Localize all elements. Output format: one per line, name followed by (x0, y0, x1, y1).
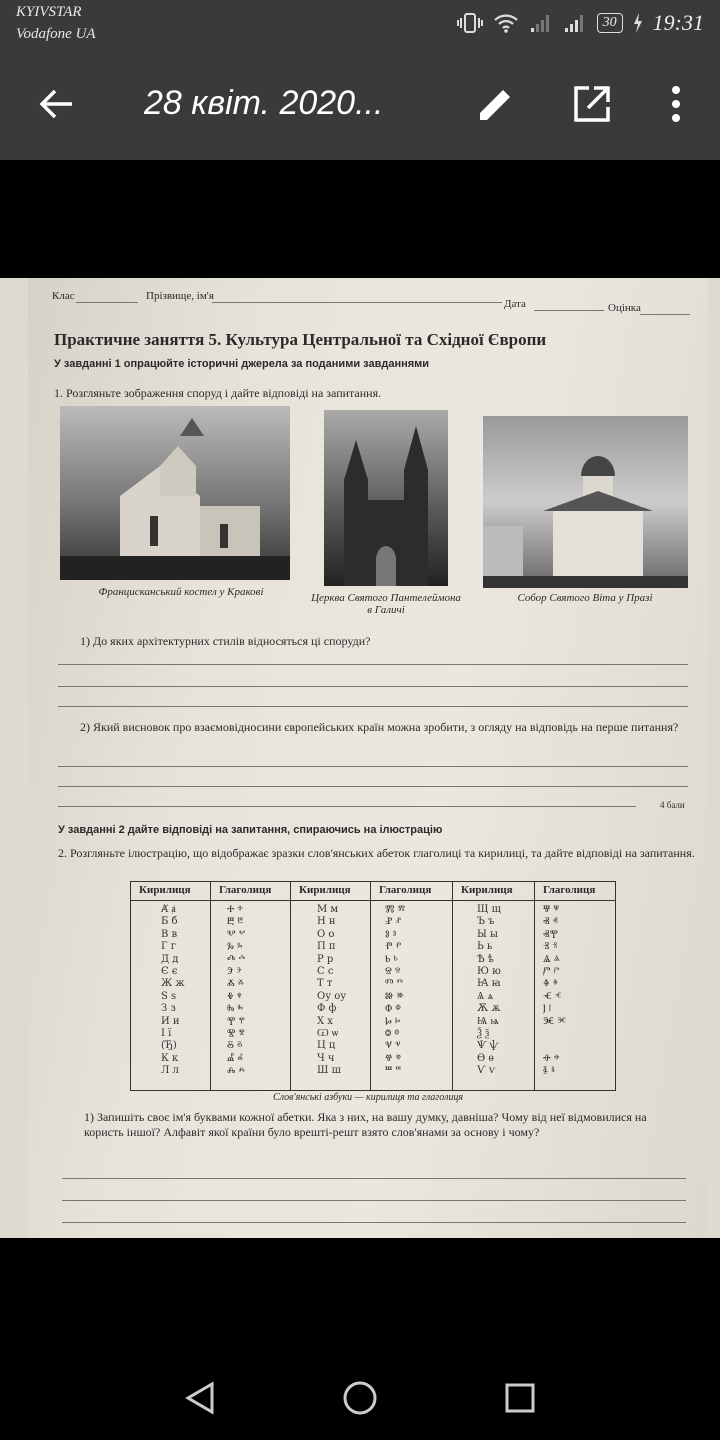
charging-icon (633, 13, 643, 33)
table-col (291, 882, 371, 1090)
table-header: Кирилиця (461, 884, 513, 896)
church-photo-1 (60, 406, 290, 580)
caption-1: Францисканський костел у Кракові (98, 586, 264, 598)
caption-2: Церква Святого Пантелеймона в Галичі (311, 592, 461, 616)
table-header: Глаголиця (379, 884, 432, 896)
table-header: Глаголиця (543, 884, 596, 896)
table-col (453, 882, 535, 1090)
cyrillic-letters: Ⱥ ⱥ Б б В в Г г Д д Є є Ж ж Ѕ ѕ З з И и І ї (Ђ) К к Л л (161, 904, 185, 1077)
signal-2-icon (563, 12, 587, 34)
worksheet-title: Практичне заняття 5. Культура Центральної та Східної Європи (54, 330, 547, 349)
open-in-button[interactable] (564, 76, 620, 132)
table-header: Кирилиця (299, 884, 351, 896)
navigation-bar (0, 1352, 720, 1440)
class-line (76, 302, 138, 303)
question-1: 1) До яких архітектурних стилів відносяться ці споруди? (80, 634, 371, 648)
glagolitic-letters: Ⰰ ⰰ Ⰱ ⰱ Ⰲ ⰲ Ⰳ ⰳ Ⰴ ⰴ Ⰵ ⰵ Ⰶ ⰶ Ⰷ ⰷ Ⰸ ⰸ Ⰹ ⰹ Ⰺ ⰺ Ⰻ ⰻ Ⰼ ⰼ Ⰾ ⰾ (227, 904, 246, 1077)
header-divider (131, 900, 615, 901)
worksheet-page (28, 278, 708, 1238)
church-photo-3 (483, 416, 688, 588)
task1-intro: У завданні 1 опрацюйте історичні джерела за поданими завданнями (54, 358, 430, 370)
answer-line (58, 766, 688, 767)
table-header: Кирилиця (139, 884, 191, 896)
edit-button[interactable] (468, 76, 524, 132)
answer-line (58, 686, 688, 687)
answer-line (58, 664, 688, 665)
question-3: 1) Запишіть своє ім'я буквами кожної абетки. Яка з них, на вашу думку, давніша? Чому від неї відмовилися на користь іншої? Алфавіт якої країни було врешті-решт взято слов'янами за основу і чому? (84, 1110, 647, 1139)
nav-home-button[interactable] (340, 1378, 380, 1418)
task2-intro: У завданні 2 дайте відповіді на запитання, спираючись на ілюстрацію (58, 824, 443, 836)
grade-line (640, 314, 690, 315)
nav-back-button[interactable] (180, 1378, 220, 1418)
wifi-icon (493, 12, 519, 34)
table-col (535, 882, 615, 1090)
app-bar (0, 48, 720, 160)
status-bar (0, 0, 720, 48)
table-header: Глаголиця (219, 884, 272, 896)
points-label: 4 бали (660, 800, 685, 810)
date-label: Дата (504, 298, 526, 310)
task2-question: 2. Розгляньте ілюстрацію, що відображає зразки слов'янських абеток глаголиці та кирилиці, та дайте відповіді на запитання. (58, 846, 695, 860)
carrier-2: Vodafone UA (16, 26, 96, 42)
carrier-1: KYIVSTAR (16, 4, 82, 20)
circle-home-icon (342, 1380, 378, 1416)
open-external-icon (572, 84, 612, 124)
date-line (534, 310, 604, 311)
caption-3: Собор Святого Віта у Празі (517, 592, 653, 604)
back-arrow-icon (38, 86, 74, 122)
table-caption: Слов'янські азбуки — кирилиця та глаголиця (273, 1092, 463, 1103)
answer-line (58, 786, 688, 787)
cyrillic-letters: М м Н н О о П п Р р С с Т т Оу оу Ф ф Х х Ѡ ѡ Ц ц Ч ч Ш ш (317, 904, 347, 1077)
more-options-button[interactable] (648, 76, 704, 132)
name-line (212, 302, 502, 303)
square-recents-icon (504, 1382, 536, 1414)
name-label: Прізвище, ім'я (146, 290, 214, 302)
table-col (371, 882, 453, 1090)
task1-question: 1. Розгляньте зображення споруд і дайте відповіді на запитання. (54, 386, 382, 400)
answer-line (62, 1178, 686, 1179)
answer-line (62, 1222, 686, 1223)
church-photo-2 (324, 410, 448, 586)
alphabet-table (130, 881, 616, 1091)
triangle-back-icon (184, 1381, 216, 1415)
answer-line (62, 1200, 686, 1201)
question-2: 2) Який висновок про взаємовідносини європейських країн можна зробити, з огляду на відповідь на перше питання? (80, 720, 679, 734)
glagolitic-letters: Ⰿ ⰿ Ⱀ ⱀ Ⱁ ⱁ Ⱂ ⱂ Ⱃ ⱃ Ⱄ ⱄ Ⱅ ⱅ Ⱆ ⱆ Ⱇ ⱇ Ⱈ ⱈ Ⱉ ⱉ Ⱌ ⱌ Ⱍ ⱍ Ⱎ ⱎ (385, 904, 405, 1077)
glagolitic-letters: Ⱋ ⱋ Ⱏ ⱏ ⰟⰉ Ⱐ ⱐ Ⱑ ⱑ Ⱓ ⱓ Ⱖ ⱖ Ⱕ ⱕ Ⱜ ⱜ Ⱗ ⱗ Ⱚ ⱚ Ⱛ ⱛ (543, 904, 567, 1077)
clock: 19:31 (652, 10, 704, 35)
more-vert-icon (670, 84, 682, 124)
back-button[interactable] (28, 76, 84, 132)
signal-1-icon (529, 12, 553, 34)
image-title: 28 квіт. 2020... (144, 84, 384, 122)
cyrillic-letters: Щ щ Ъ ъ Ы ы Ь ь Ѣ ѣ Ю ю Ꙗ ꙗ Ѧ ѧ Ѫ ѫ Ѩ ѩ Ѯ ѯ Ѱ ѱ Ѳ ѳ Ѵ ѵ (477, 904, 501, 1077)
document-photo[interactable] (0, 278, 720, 1238)
status-icons (457, 10, 704, 36)
class-label: Клас (52, 290, 75, 302)
edit-pencil-icon (476, 84, 516, 124)
answer-line (58, 806, 636, 807)
battery-icon: 30 (597, 13, 623, 33)
nav-recents-button[interactable] (500, 1378, 540, 1418)
vibrate-icon (457, 12, 483, 34)
grade-label: Оцінка (608, 302, 641, 314)
table-col (131, 882, 211, 1090)
table-col (211, 882, 291, 1090)
answer-line (58, 706, 688, 707)
